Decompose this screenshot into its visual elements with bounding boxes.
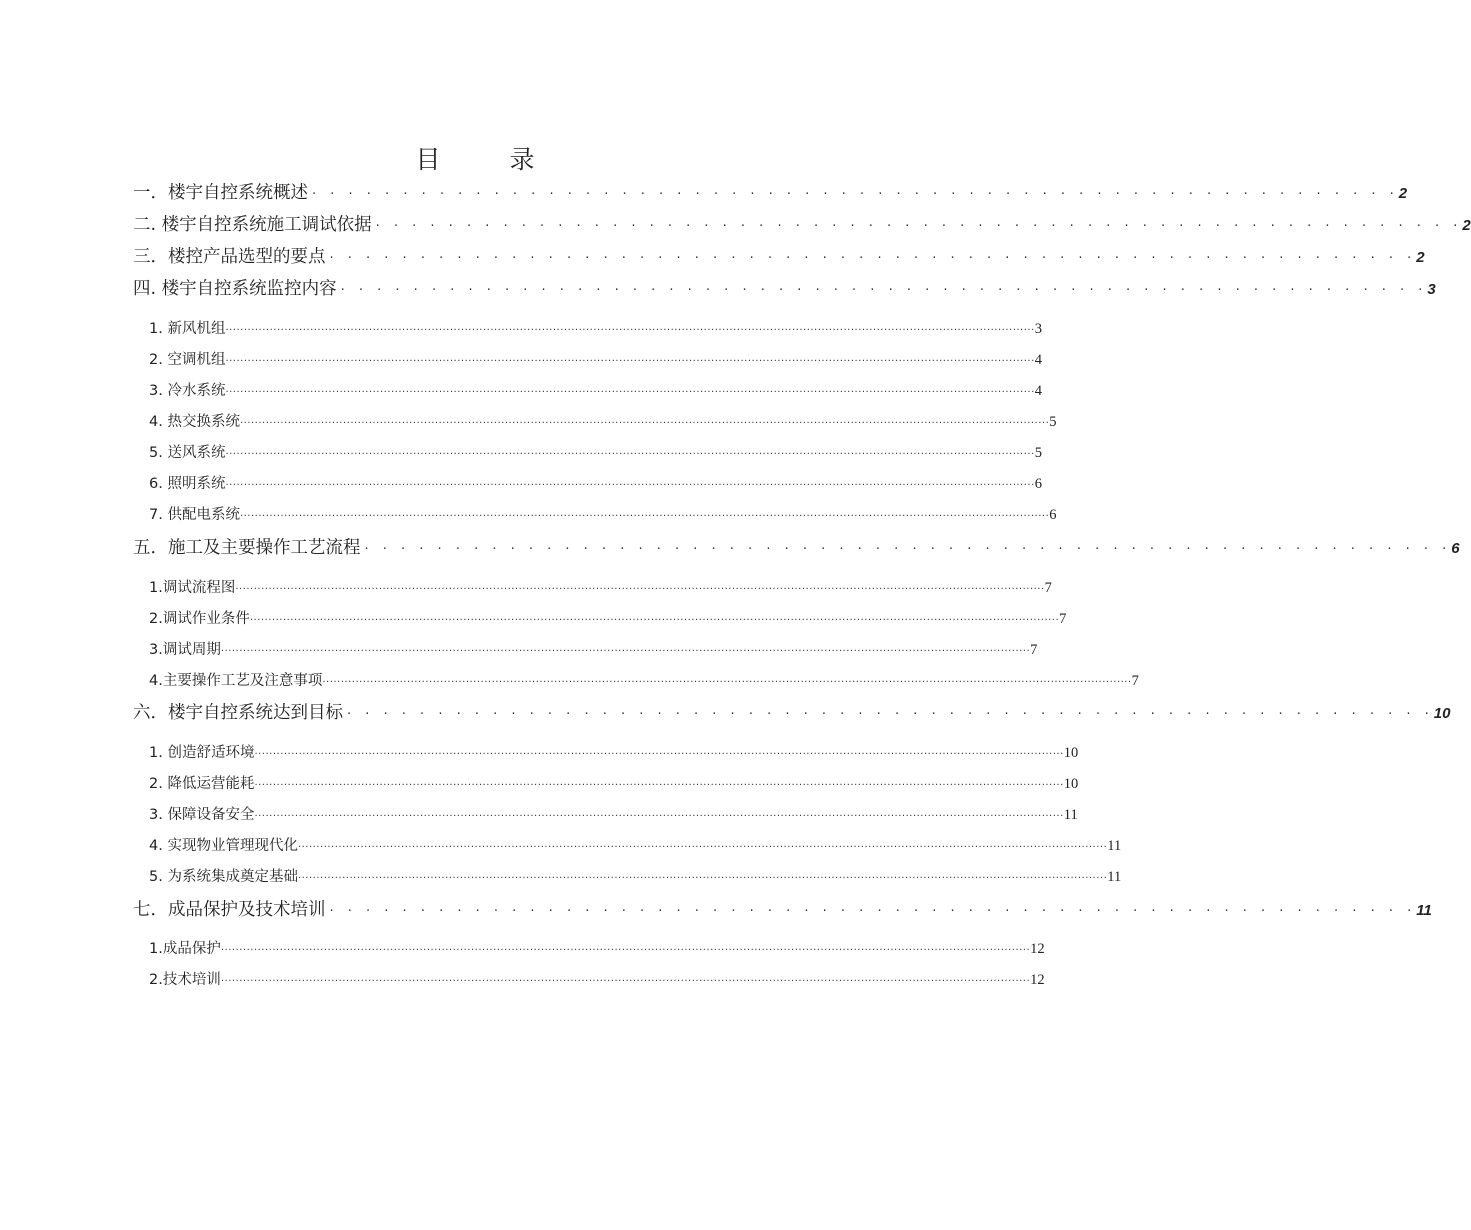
toc-section-entry[interactable] [149, 503, 1057, 524]
toc-dot-leader: ···························································································································································································································· [254, 811, 1064, 822]
toc-section-entry[interactable] [149, 410, 1057, 431]
toc-entry-label: 2.技术培训 [149, 972, 221, 988]
toc-entry-label: 1.成品保护 [149, 941, 221, 957]
toc-page-number: 7 [1044, 580, 1052, 596]
toc-dot-leader: ···························································································································································································································· [225, 449, 1035, 460]
toc-page-number: 10 [1063, 745, 1079, 761]
toc-dot-leader: ···························································································································································································································· [239, 511, 1050, 522]
toc-page-number: 4 [1034, 383, 1043, 399]
toc-chapter-entry[interactable] [133, 534, 1460, 559]
toc-dot-leader: ···························································································································································································································· [297, 842, 1108, 853]
toc-section-entry[interactable] [149, 607, 1067, 628]
toc-entry-label: 2. 空调机组 [149, 352, 226, 368]
toc-dot-leader: · · · · · · · · · · · · · · · · · · · · · · · · · · · · · · · · · · · · · · · · · · · · · · · · · · · · · · · · · · · · [375, 219, 1463, 234]
toc-entry-label: 四. 楼宇自控系统监控内容 [133, 279, 337, 299]
toc-section-entry[interactable] [149, 937, 1045, 958]
toc-section-entry[interactable] [149, 379, 1043, 400]
toc-page-number: 4 [1034, 352, 1043, 368]
toc-page-number: 7 [1059, 611, 1067, 627]
toc-dot-leader: ···························································································································································································································· [220, 646, 1031, 657]
toc-section-entry[interactable] [149, 669, 1139, 690]
toc-entry-label: 三．楼控产品选型的要点 [133, 247, 326, 267]
toc-page-number: 12 [1030, 941, 1045, 957]
toc-chapter-entry[interactable] [133, 179, 1408, 204]
toc-entry-label: 7. 供配电系统 [149, 507, 240, 523]
toc-dot-leader: ···························································································································································································································· [225, 387, 1035, 398]
toc-page-number: 6 [1034, 476, 1043, 492]
toc-dot-leader: ···························································································································································································································· [254, 749, 1064, 760]
toc-entry-label: 3. 冷水系统 [149, 383, 226, 399]
toc-entry-label: 2.调试作业条件 [149, 611, 250, 627]
toc-section-entry[interactable] [149, 772, 1079, 793]
toc-page-number: 11 [1107, 838, 1122, 854]
toc-entry-label: 3.调试周期 [149, 642, 221, 658]
toc-dot-leader: ···························································································································································································································· [220, 976, 1031, 987]
toc-dot-leader: ···························································································································································································································· [239, 418, 1050, 429]
toc-section-entry[interactable] [149, 741, 1079, 762]
toc-entry-label: 6. 照明系统 [149, 476, 226, 492]
toc-page-number: 5 [1049, 414, 1057, 430]
toc-page-number: 2 [1416, 249, 1425, 266]
toc-section-entry[interactable] [149, 968, 1045, 989]
toc-dot-leader: · · · · · · · · · · · · · · · · · · · · · · · · · · · · · · · · · · · · · · · · · · · · · · · · · · · · · · · · · · · · [329, 251, 1417, 266]
toc-entry-label: 5. 送风系统 [149, 445, 226, 461]
toc-entry-label: 六．楼宇自控系统达到目标 [133, 703, 343, 723]
toc-page-number: 2 [1462, 217, 1471, 234]
toc-page-number: 10 [1433, 705, 1451, 722]
toc-chapter-entry[interactable] [133, 275, 1436, 300]
toc-page-number: 12 [1030, 972, 1045, 988]
toc-dot-leader: ···························································································································································································································· [225, 356, 1035, 367]
toc-page-number: 11 [1416, 902, 1432, 919]
toc-entry-label: 4. 热交换系统 [149, 414, 240, 430]
toc-page-number: 2 [1398, 185, 1408, 202]
toc-page-number: 6 [1049, 507, 1057, 523]
toc-entry-label: 1. 新风机组 [149, 321, 226, 337]
toc-entry-label: 4. 实现物业管理现代化 [149, 838, 298, 854]
toc-dot-leader: · · · · · · · · · · · · · · · · · · · · · · · · · · · · · · · · · · · · · · · · · · · · · · · · · · · · · · · · · · · · [312, 187, 1399, 202]
toc-dot-leader: ···························································································································································································································· [225, 480, 1035, 491]
toc-section-entry[interactable] [149, 317, 1043, 338]
toc-entry-label: 五．施工及主要操作工艺流程 [133, 538, 361, 558]
toc-dot-leader: ···························································································································································································································· [249, 615, 1060, 626]
toc-dot-leader: · · · · · · · · · · · · · · · · · · · · · · · · · · · · · · · · · · · · · · · · · · · · · · · · · · · · · · · · · · · · [340, 283, 1428, 298]
toc-page-number: 3 [1034, 321, 1043, 337]
toc-dot-leader: ···························································································································································································································· [235, 584, 1045, 595]
toc-dot-leader: ···························································································································································································································· [254, 780, 1064, 791]
toc-section-entry[interactable] [149, 441, 1043, 462]
toc-section-entry[interactable] [149, 576, 1052, 597]
toc-entry-label: 1. 创造舒适环境 [149, 745, 255, 761]
toc-chapter-entry[interactable] [133, 699, 1451, 724]
toc-dot-leader: · · · · · · · · · · · · · · · · · · · · · · · · · · · · · · · · · · · · · · · · · · · · · · · · · · · · · · · · · · · · [364, 542, 1452, 557]
toc-section-entry[interactable] [149, 803, 1078, 824]
toc-page-number: 5 [1034, 445, 1043, 461]
toc-page-number: 7 [1030, 642, 1038, 658]
toc-page-number: 11 [1063, 807, 1078, 823]
toc-entry-label: 3. 保障设备安全 [149, 807, 255, 823]
toc-section-entry[interactable] [149, 834, 1122, 855]
toc-entry-label: 1.调试流程图 [149, 580, 236, 596]
toc-section-entry[interactable] [149, 472, 1043, 493]
toc-section-entry[interactable] [149, 865, 1122, 886]
toc-page-number: 3 [1427, 281, 1436, 298]
toc-section-entry[interactable] [149, 348, 1043, 369]
toc-dot-leader: · · · · · · · · · · · · · · · · · · · · · · · · · · · · · · · · · · · · · · · · · · · · · · · · · · · · · · · · · · · · [329, 904, 1417, 919]
toc-dot-leader: ···························································································································································································································· [322, 677, 1132, 688]
toc-page-number: 6 [1451, 540, 1460, 557]
toc-page-number: 10 [1063, 776, 1079, 792]
toc-chapter-entry[interactable] [133, 211, 1471, 236]
toc-entry-label: 4.主要操作工艺及注意事项 [149, 673, 323, 689]
toc-entry-label: 二. 楼宇自控系统施工调试依据 [133, 215, 372, 235]
toc-dot-leader: · · · · · · · · · · · · · · · · · · · · · · · · · · · · · · · · · · · · · · · · · · · · · · · · · · · · · · · · · · · · [347, 707, 1434, 722]
toc-chapter-entry[interactable] [133, 243, 1425, 268]
toc-section-entry[interactable] [149, 638, 1038, 659]
toc-page-number: 11 [1107, 869, 1122, 885]
toc-entry-label: 2. 降低运营能耗 [149, 776, 255, 792]
toc-chapter-entry[interactable] [133, 896, 1432, 921]
toc-page-number: 7 [1131, 673, 1139, 689]
toc-dot-leader: ···························································································································································································································· [297, 873, 1108, 884]
toc-dot-leader: ···························································································································································································································· [220, 945, 1031, 956]
toc-entry-label: 七．成品保护及技术培训 [133, 900, 326, 920]
toc-entry-label: 5. 为系统集成奠定基础 [149, 869, 298, 885]
toc-dot-leader: ···························································································································································································································· [225, 325, 1035, 336]
toc-entry-label: 一．楼宇自控系统概述 [133, 183, 308, 203]
toc-title: 目 录 [415, 145, 557, 174]
